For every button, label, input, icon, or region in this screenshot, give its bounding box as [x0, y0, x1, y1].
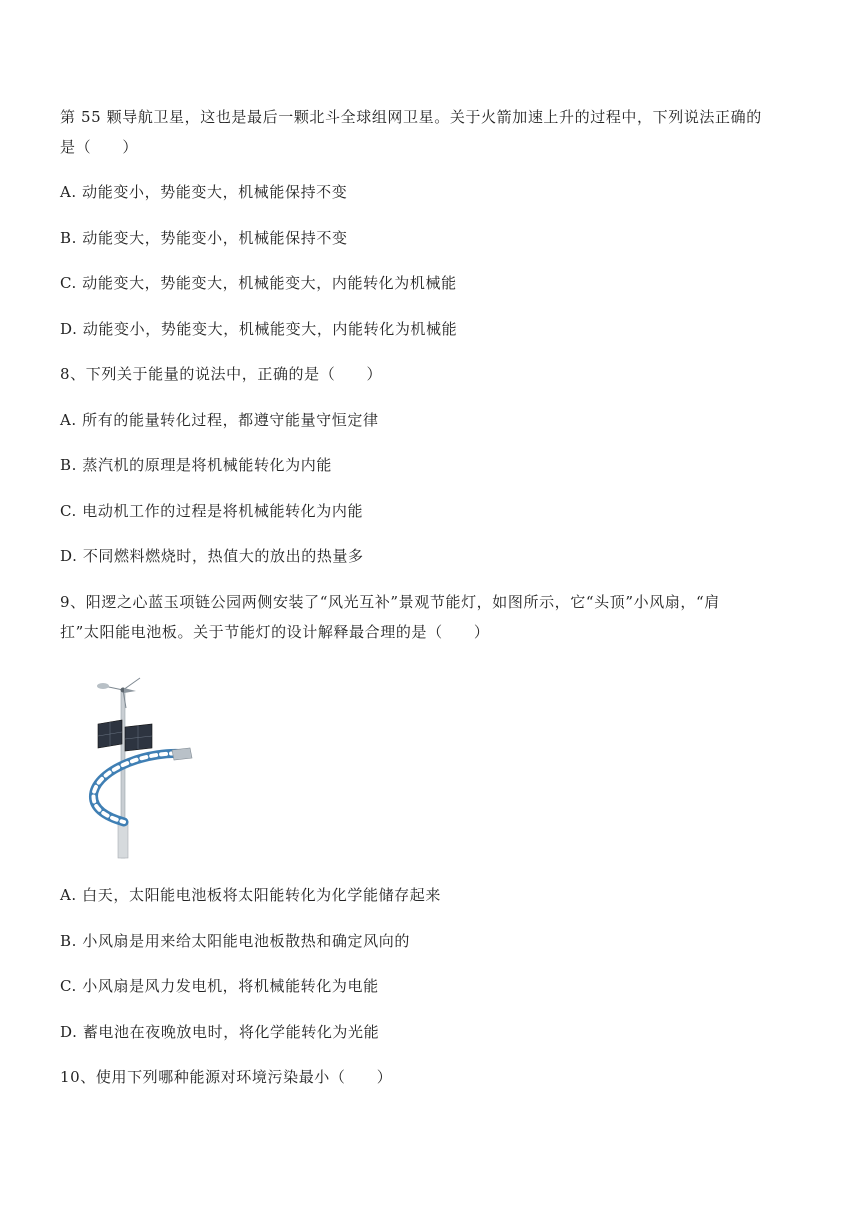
q8-option-a: A. 所有的能量转化过程，都遵守能量守恒定律 [60, 411, 379, 429]
q7-option-a: A. 动能变小，势能变大，机械能保持不变 [60, 183, 348, 201]
q9-option-d: D. 蓄电池在夜晚放电时，将化学能转化为光能 [60, 1023, 380, 1041]
q8-option-c: C. 电动机工作的过程是将机械能转化为内能 [60, 502, 364, 520]
q9-stem-line-1: 9、阳逻之心蓝玉项链公园两侧安装了“风光互补”景观节能灯，如图所示，它“头顶”小风扇，“肩 [60, 593, 720, 611]
q9-stem-line-2: 扛”太阳能电池板。关于节能灯的设计解释最合理的是（ ） [60, 623, 490, 641]
wind-turbine-icon [97, 678, 140, 708]
street-lamp-figure [80, 672, 200, 862]
lamp-head-icon [172, 748, 192, 760]
q7-option-b: B. 动能变大，势能变小，机械能保持不变 [60, 229, 348, 247]
street-lamp-illustration [80, 672, 200, 862]
q10-stem: 10、使用下列哪种能源对环境污染最小（ ） [60, 1068, 393, 1086]
q7-stem-line-1: 第 55 颗导航卫星，这也是最后一颗北斗全球组网卫星。关于火箭加速上升的过程中，下列说法正确的 [60, 108, 762, 126]
q8-option-d: D. 不同燃料燃烧时，热值大的放出的热量多 [60, 547, 364, 565]
q7-option-d: D. 动能变小，势能变大，机械能变大，内能转化为机械能 [60, 320, 458, 338]
q8-option-b: B. 蒸汽机的原理是将机械能转化为内能 [60, 456, 332, 474]
q7-option-c: C. 动能变大，势能变大，机械能变大，内能转化为机械能 [60, 274, 457, 292]
q9-option-b: B. 小风扇是用来给太阳能电池板散热和确定风向的 [60, 932, 410, 950]
q9-option-a: A. 白天，太阳能电池板将太阳能转化为化学能储存起来 [60, 886, 441, 904]
q8-stem: 8、下列关于能量的说法中，正确的是（ ） [60, 365, 383, 383]
q9-option-c: C. 小风扇是风力发电机，将机械能转化为电能 [60, 977, 379, 995]
q7-stem-line-2: 是（ ） [60, 138, 139, 156]
